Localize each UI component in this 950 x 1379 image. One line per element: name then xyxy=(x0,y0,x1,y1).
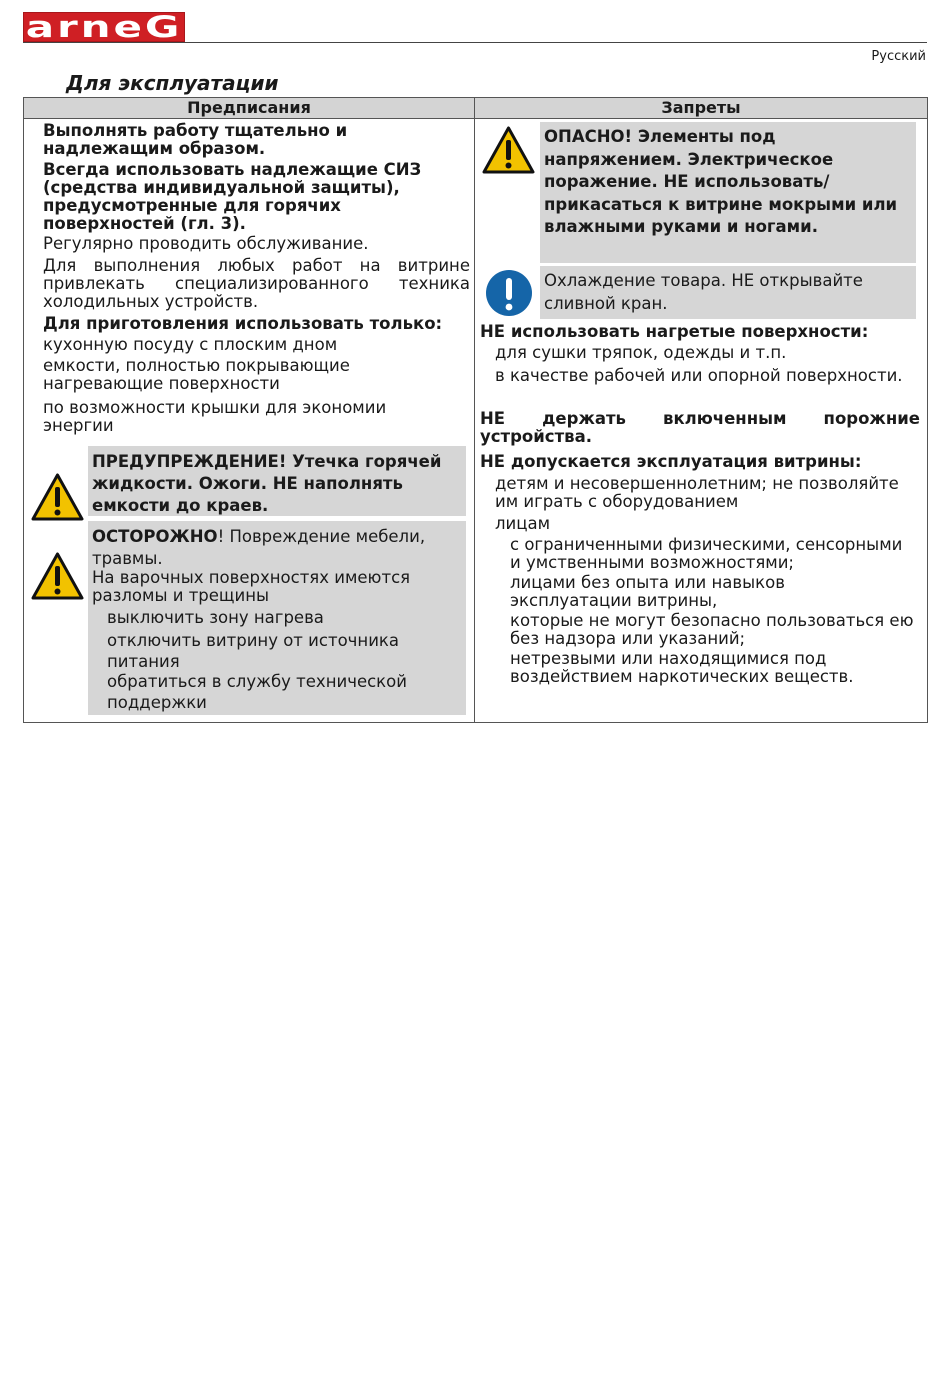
prescriptions-cell xyxy=(24,119,475,723)
caution-box xyxy=(88,521,466,715)
caution-item: обратиться в службу технической поддержки xyxy=(107,672,407,712)
prescriptions-header: Предписания xyxy=(24,98,475,119)
danger-box xyxy=(540,122,916,263)
header-rule xyxy=(23,42,927,43)
prescription-ppe: Всегда использовать надлежащие СИЗ (средства индивидуальной защиты), предусмотренные для горячих поверхностей (гл. 3). xyxy=(43,160,422,233)
prohibition-children: детям и несовершеннолетним; не позволяйте им играть с оборудованием xyxy=(495,474,899,511)
prescription-item: кухонную посуду с плоским дном xyxy=(43,335,338,354)
prohibition-operation: НЕ допускается эксплуатация витрины: xyxy=(480,452,862,471)
caution-rest: ! Повреждение мебели, травмы. xyxy=(92,527,426,568)
prescription-item: по возможности крышки для экономии энергии xyxy=(43,398,387,435)
mandatory-notice-icon xyxy=(485,269,533,317)
prohibition-person-item: нетрезвыми или находящимися под воздействием наркотических веществ. xyxy=(510,649,854,686)
warning-triangle-icon xyxy=(481,125,536,175)
caution-text: На варочных поверхностях имеются разломы и трещины xyxy=(92,568,411,605)
prohibitions-cell xyxy=(475,119,928,723)
warning-text: ПРЕДУПРЕЖДЕНИЕ! Утечка горячей жидкости. Ожоги. НЕ наполнять емкости до краев. xyxy=(92,452,442,515)
prohibitions-header: Запреты xyxy=(475,98,928,119)
warning-triangle-icon xyxy=(30,472,85,522)
section-title: Для эксплуатации xyxy=(66,71,279,95)
language-label: Русский xyxy=(871,49,926,64)
warning-box xyxy=(88,446,466,516)
prohibition-heated-surfaces: НЕ использовать нагретые поверхности: xyxy=(480,322,869,341)
prohibition-person-item: лицами без опыта или навыков эксплуатации витрины, xyxy=(510,573,785,610)
notice-text: Охлаждение товара. НЕ открывайте сливной кран. xyxy=(544,271,863,313)
prescription-cooking-title: Для приготовления использовать только: xyxy=(43,314,443,333)
caution-title xyxy=(92,526,458,570)
prohibition-item: для сушки тряпок, одежды и т.п. xyxy=(495,343,787,362)
prescription-maintenance: Регулярно проводить обслуживание. xyxy=(43,234,369,253)
prescription-technician: Для выполнения любых работ на витрине привлекать специализированного техника холодильных устройств. xyxy=(43,256,470,311)
caution-item: выключить зону нагрева xyxy=(107,608,324,627)
warning-triangle-icon xyxy=(30,551,85,601)
caution-item: отключить витрину от источника питания xyxy=(107,631,400,671)
prescription-careful-work: Выполнять работу тщательно и надлежащим образом. xyxy=(43,121,348,158)
danger-text: ОПАСНО! Элементы под напряжением. Электрическое поражение. НЕ использовать/прикасаться к витрине мокрыми или влажными руками и ногами. xyxy=(544,127,898,236)
logo-text: arneG xyxy=(25,12,183,42)
prohibition-empty-device: НЕ держать включенным порожние устройства. xyxy=(480,409,920,446)
caution-label: ОСТОРОЖНО xyxy=(92,527,218,546)
rules-table xyxy=(23,97,928,723)
prescription-item: емкости, полностью покрывающие нагревающие поверхности xyxy=(43,356,350,393)
prohibition-item: в качестве рабочей или опорной поверхности. xyxy=(495,366,903,385)
prohibition-person-item: которые не могут безопасно пользоваться ею без надзора или указаний; xyxy=(510,611,914,648)
prohibition-persons: лицам xyxy=(495,514,551,533)
arneg-logo xyxy=(23,12,185,42)
notice-box xyxy=(540,266,916,319)
prohibition-person-item: с ограниченными физическими, сенсорными и умственными возможностями; xyxy=(510,535,903,572)
